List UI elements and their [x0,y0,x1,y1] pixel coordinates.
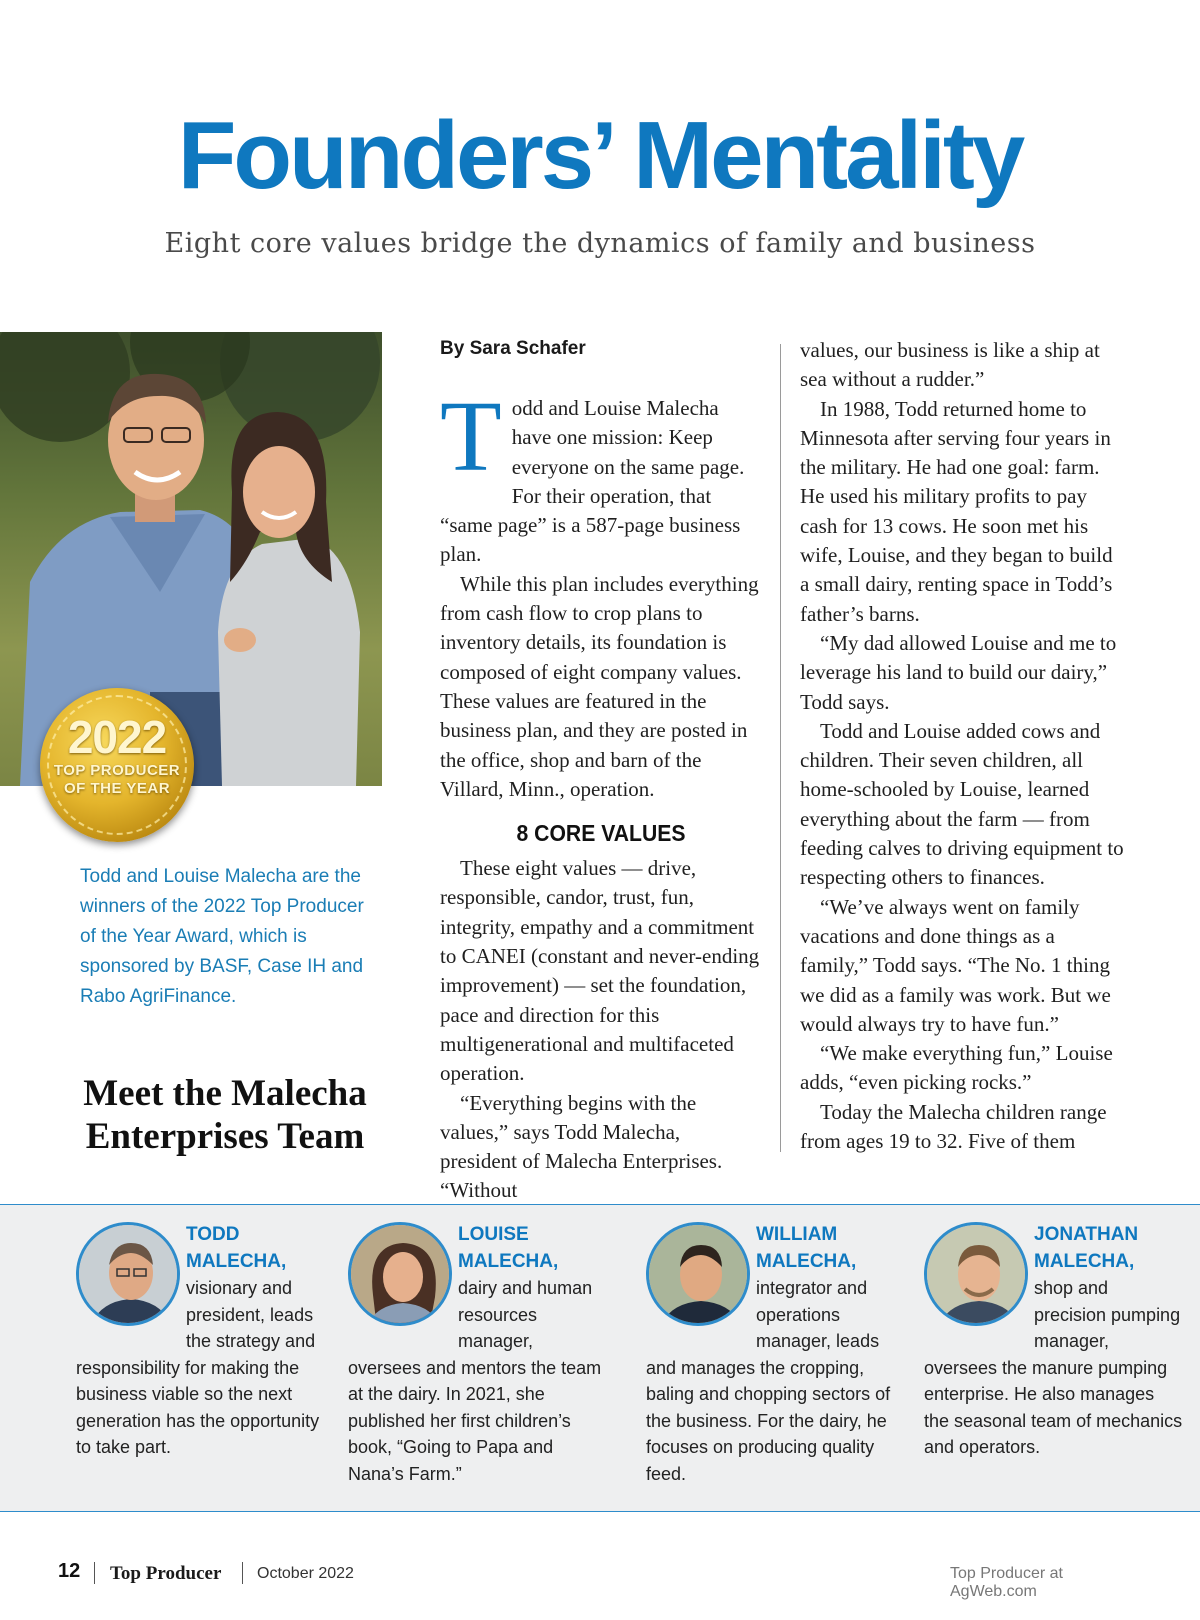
page-number: 12 [58,1560,81,1582]
award-seal [40,688,194,842]
seal-line-1: TOP PRODUCER [53,762,181,779]
article-paragraph-10: “We make everything fun,” Louise adds, “even picking rocks.” [800,1041,1113,1095]
paragraph-1-text: odd and Louise Malecha have one mission: Keep everyone on the same page. For their operation, that “same page” is a 587-page business plan. [440,396,745,567]
member-description: integrator and operations manager, leads and manages the cropping, baling and chopping sectors of the business. For the dairy, he focuses on producing quality feed. [646,1278,891,1484]
member-description: shop and precision pumping manager, oversees the manure pumping enterprise. He also manages the seasonal team of mechanics and operators. [924,1278,1183,1457]
photo-caption: Todd and Louise Malecha are the winners of the 2022 Top Producer of the Year Award, which is sponsored by BASF, Case IH and Rabo AgriFinance. [80,866,364,1007]
footer-separator [94,1562,95,1584]
article-paragraph-1 [440,380,762,570]
seal-line-2: OF THE YEAR [63,780,171,797]
member-description: visionary and president, leads the strategy and responsibility for making the business viable so the next generation has the opportunity to take part. [76,1278,320,1457]
article-paragraph-9: “We’ve always went on family vacations and done things as a family,” Todd says. “The No. 1 thing we did as a family was work. But we would always try to have fun.” [800,894,1111,1036]
article-paragraph-5: values, our business is like a ship at sea without a rudder.” [800,338,1100,392]
team-member-jonathan [924,1222,1184,1461]
member-name: WILLIAM MALECHA, [756,1224,857,1272]
article-paragraph-3: These eight values — drive, responsible, candor, trust, fun, integrity, empathy and a commitment to CANEI (constant and never-ending improvement) — set the foundation, pace and direction for this multigenerational and multifaceted operation. [440,856,760,1086]
team-member-louise [348,1222,608,1487]
article-column-1 [440,380,762,1206]
article-paragraph-4: “Everything begins with the values,” says Todd Malecha, president of Malecha Enterprises. “Without [440,1090,723,1203]
issue-date: October 2022 [257,1565,354,1582]
member-name: JONATHAN MALECHA, [1034,1224,1139,1272]
avatar [646,1222,750,1326]
team-member-william [646,1222,906,1487]
team-member-todd [76,1222,336,1461]
publication-name: Top Producer [110,1563,222,1584]
article-paragraph-11: Today the Malecha children range from ages 19 to 32. Five of them [800,1099,1107,1154]
article-paragraph-8: Todd and Louise added cows and children. Their seven children, all home-schooled by Louise, learned everything about the farm — from feeding calves to driving equipment to respecting others to finances. [800,718,1124,890]
avatar [924,1222,1028,1326]
article-column-2 [800,336,1126,1156]
footer-separator [242,1562,243,1584]
seal-year: 2022 [67,711,167,763]
page-title: Founders’ Mentality [177,102,1023,209]
article-paragraph-6: In 1988, Todd returned home to Minnesota after serving four years in the military. He had one goal: farm. He used his military profits to pay cash for 13 cows. He soon met his wife, Louise, and they began to build a small dairy, renting space in Todd’s father’s barns. [800,396,1113,626]
website-credit: Top Producer at AgWeb.com [950,1565,1063,1600]
column-divider [780,344,781,1152]
member-description: dairy and human resources manager, oversees and mentors the team at the dairy. In 2021, she published her first children’s book, “Going to Papa and Nana’s Farm.” [348,1278,602,1484]
section-heading: 8 CORE VALUES [516,820,686,847]
article-paragraph-7: “My dad allowed Louise and me to leverage his land to build our dairy,” Todd says. [800,630,1117,714]
team-heading: Meet the Malecha Enterprises Team [83,1073,367,1157]
avatar [76,1222,180,1326]
article-paragraph-2: While this plan includes everything from cash flow to crop plans to inventory details, its foundation is composed of eight company values. These values are featured in the business plan, and they are posted in the office, shop and barn of the Villard, Minn., operation. [440,571,759,801]
member-name: LOUISE MALECHA, [458,1224,559,1272]
drop-cap: T [440,380,502,492]
avatar [348,1222,452,1326]
member-name: TODD MALECHA, [186,1224,287,1272]
page-subtitle: Eight core values bridge the dynamics of family and business [164,228,1036,259]
byline: By Sara Schafer [440,338,586,359]
